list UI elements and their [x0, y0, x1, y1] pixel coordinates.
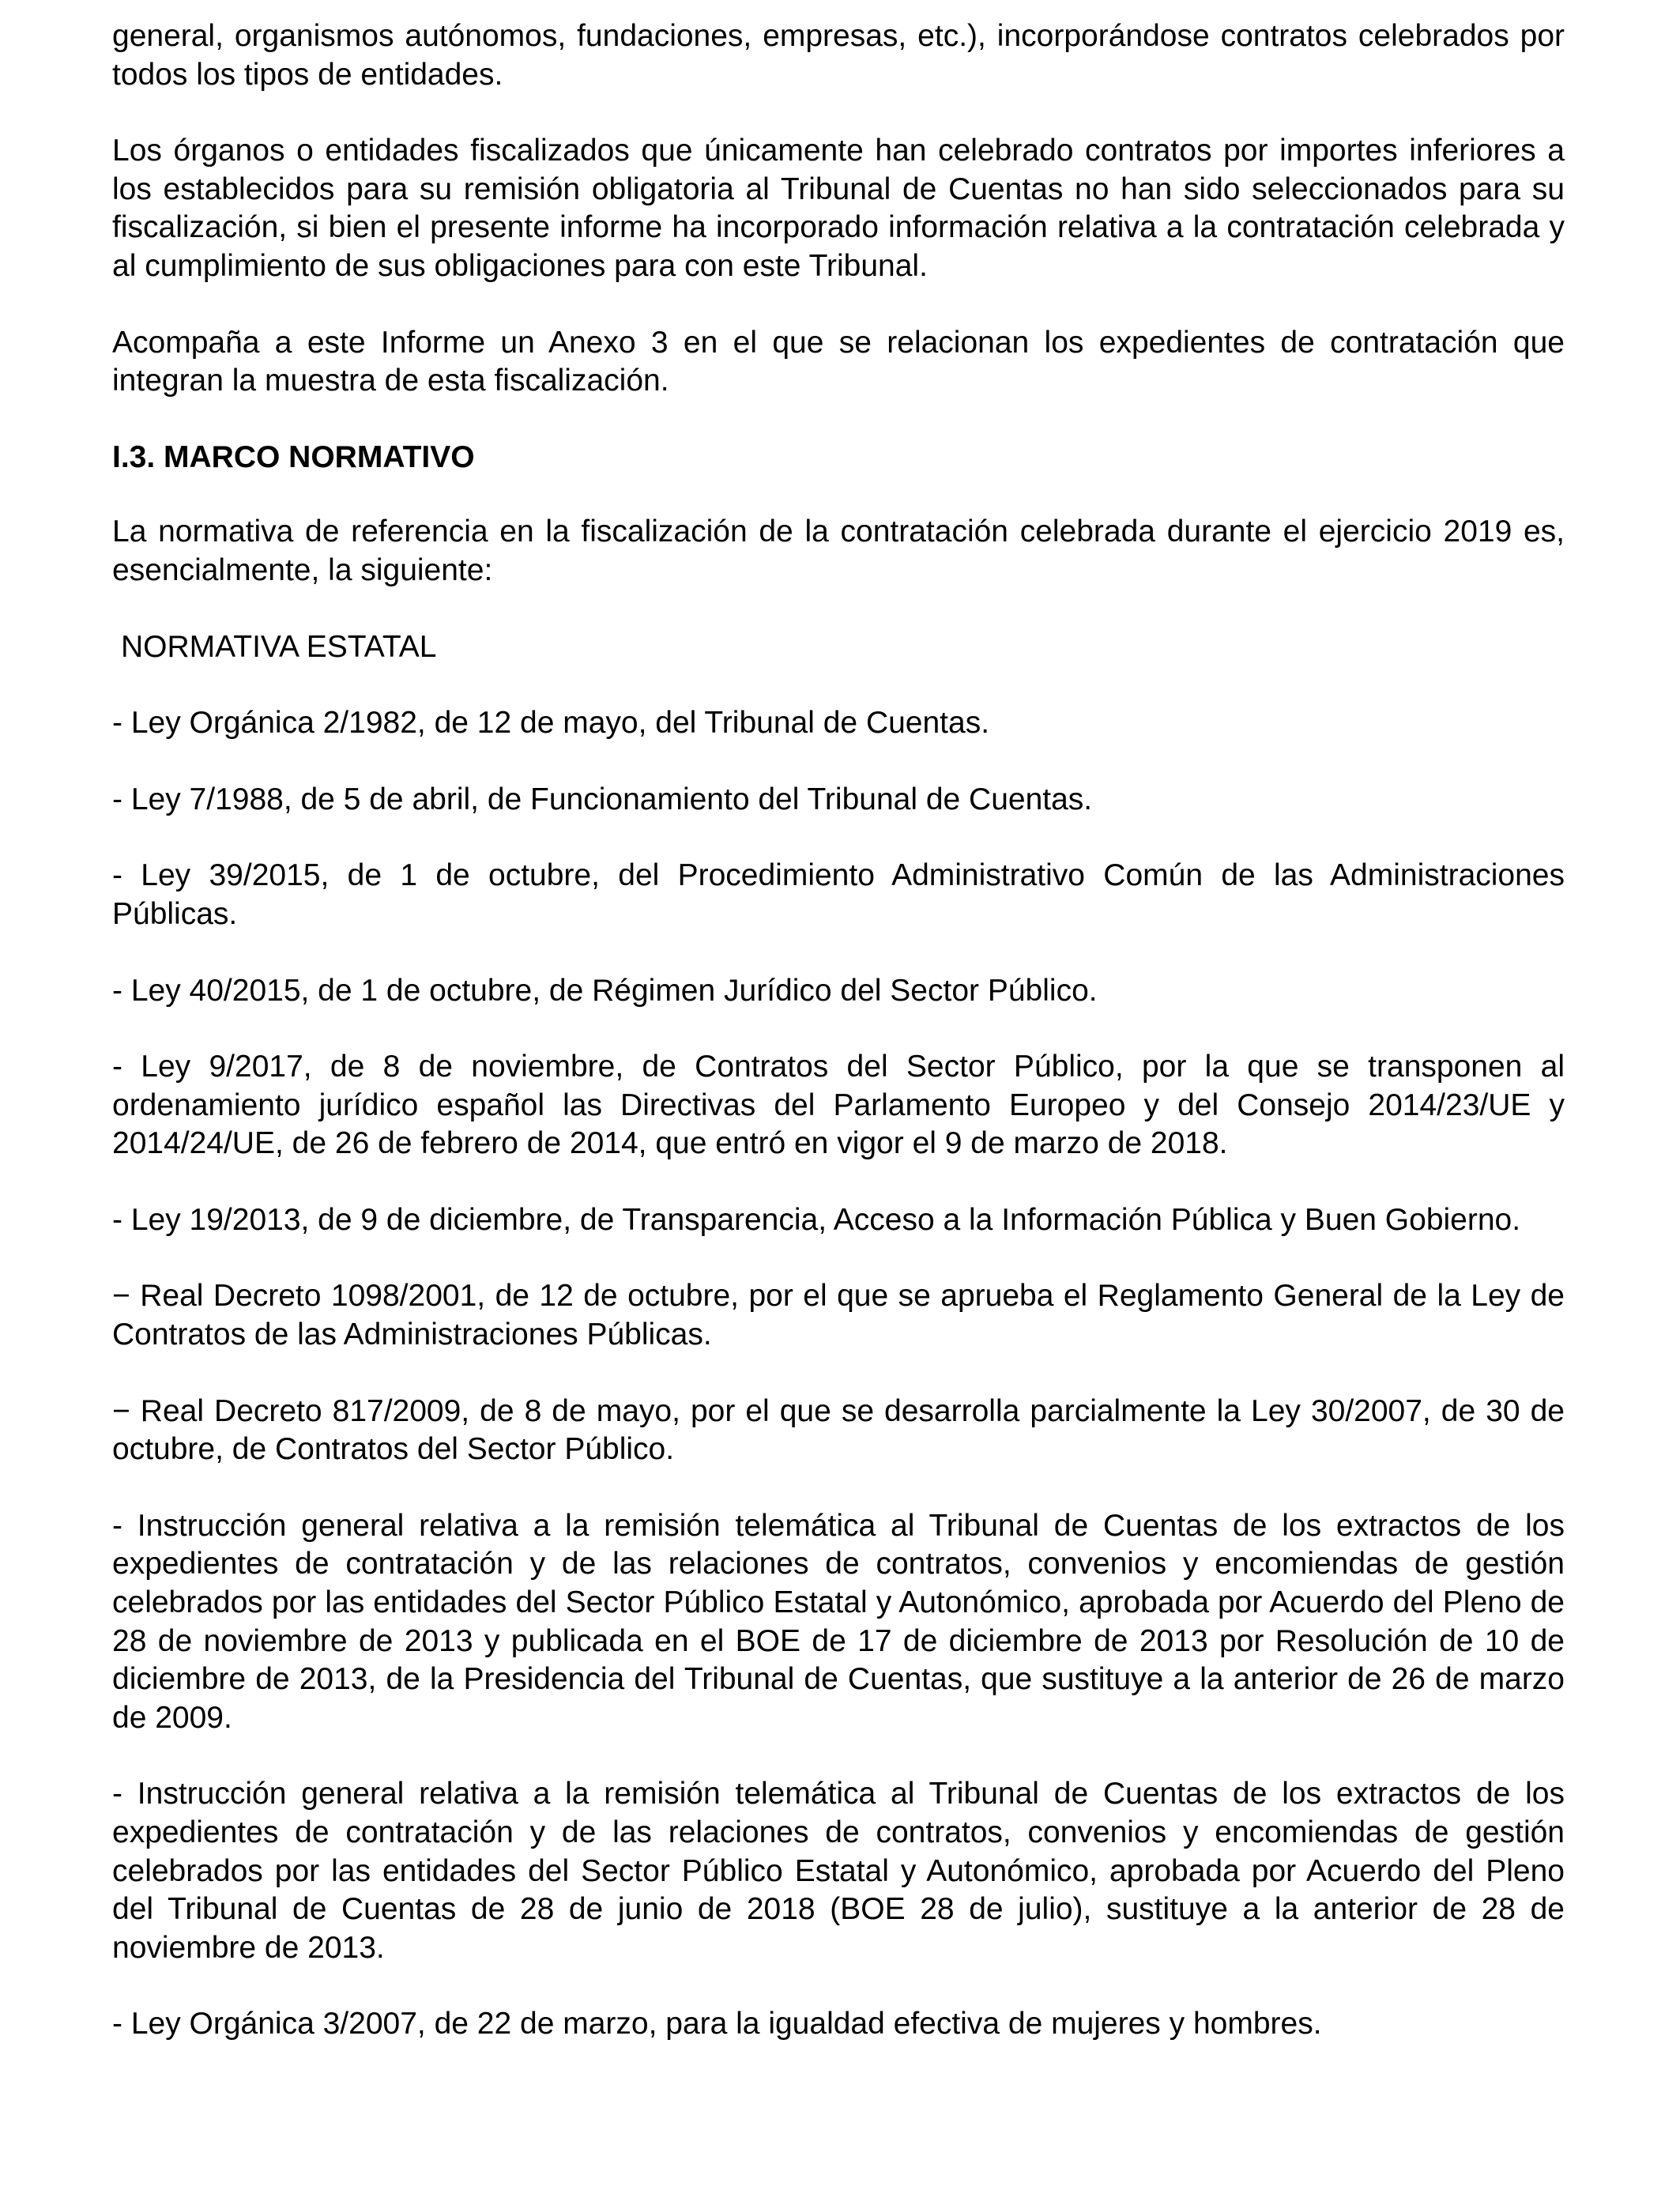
list-item: - Instrucción general relativa a la remisión telemática al Tribunal de Cuentas de los extractos de los expedientes de contratación y de las relaciones de contratos, convenios y encomiendas de gestión celebrados por las entidades del Sector Público Estatal y Autonómico, aprobada por Acuerdo del Pleno de 28 de noviembre de 2013 y publicada en el BOE de 17 de diciembre de 2013 por Resolución de 10 de diciembre de 2013, de la Presidencia del Tribunal de Cuentas, que sustituye a la anterior de 26 de marzo de 2009.: [112, 1508, 1565, 1735]
list-item: - Ley Orgánica 3/2007, de 22 de marzo, para la igualdad efectiva de mujeres y hombres.: [112, 2007, 1322, 2041]
list-item: - Ley 40/2015, de 1 de octubre, de Régimen Jurídico del Sector Público.: [112, 973, 1098, 1008]
section-intro: La normativa de referencia en la fiscalización de la contratación celebrada durante el ejercicio 2019 es, esencialmente, la siguiente:: [112, 515, 1565, 587]
list-item: - Ley 7/1988, de 5 de abril, de Funcionamiento del Tribunal de Cuentas.: [112, 782, 1093, 816]
document-page: [112, 17, 1565, 2082]
list-item: - Ley 19/2013, de 9 de diciembre, de Transparencia, Acceso a la Información Pública y Buen Gobierno.: [112, 1202, 1521, 1237]
paragraph-intro-1: general, organismos autónomos, fundaciones, empresas, etc.), incorporándose contratos celebrados por todos los tipos de entidades.: [112, 19, 1565, 92]
paragraph-intro-3: Acompaña a este Informe un Anexo 3 en el que se relacionan los expedientes de contratación que integran la muestra de esta fiscalización.: [112, 325, 1565, 398]
list-item: - Ley Orgánica 2/1982, de 12 de mayo, del Tribunal de Cuentas.: [112, 706, 990, 741]
list-item: − Real Decreto 1098/2001, de 12 de octubre, por el que se aprueba el Reglamento General de la Ley de Contratos de las Administraciones Públicas.: [112, 1279, 1565, 1352]
list-item: − Real Decreto 817/2009, de 8 de mayo, por el que se desarrolla parcialmente la Ley 30/2007, de 30 de octubre, de Contratos del Sector Público.: [112, 1393, 1565, 1467]
list-item: - Ley 9/2017, de 8 de noviembre, de Contratos del Sector Público, por la que se transponen al ordenamiento jurídico español las Directivas del Parlamento Europeo y del Consejo 2014/23/UE y 2014/24/UE, de 26 de febrero de 2014, que entró en vigor el 9 de marzo de 2018.: [112, 1050, 1565, 1161]
paragraph-intro-2: Los órganos o entidades fiscalizados que únicamente han celebrado contratos por importes inferiores a los establecidos para su remisión obligatoria al Tribunal de Cuentas no han sido seleccionados para su fiscalización, si bien el presente informe ha incorporado información relativa a la contratación celebrada y al cumplimiento de sus obligaciones para con este Tribunal.: [112, 134, 1565, 283]
section-subheading: NORMATIVA ESTATAL: [121, 629, 437, 664]
section-heading: I.3. MARCO NORMATIVO: [112, 439, 475, 474]
list-item: - Ley 39/2015, de 1 de octubre, del Procedimiento Administrativo Común de las Administraciones Públicas.: [112, 858, 1565, 931]
list-item: - Instrucción general relativa a la remisión telemática al Tribunal de Cuentas de los extractos de los expedientes de contratación y de las relaciones de contratos, convenios y encomiendas de gestión celebrados por las entidades del Sector Público Estatal y Autonómico, aprobada por Acuerdo del Pleno del Tribunal de Cuentas de 28 de junio de 2018 (BOE 28 de julio), sustituye a la anterior de 28 de noviembre de 2013.: [112, 1777, 1565, 1965]
